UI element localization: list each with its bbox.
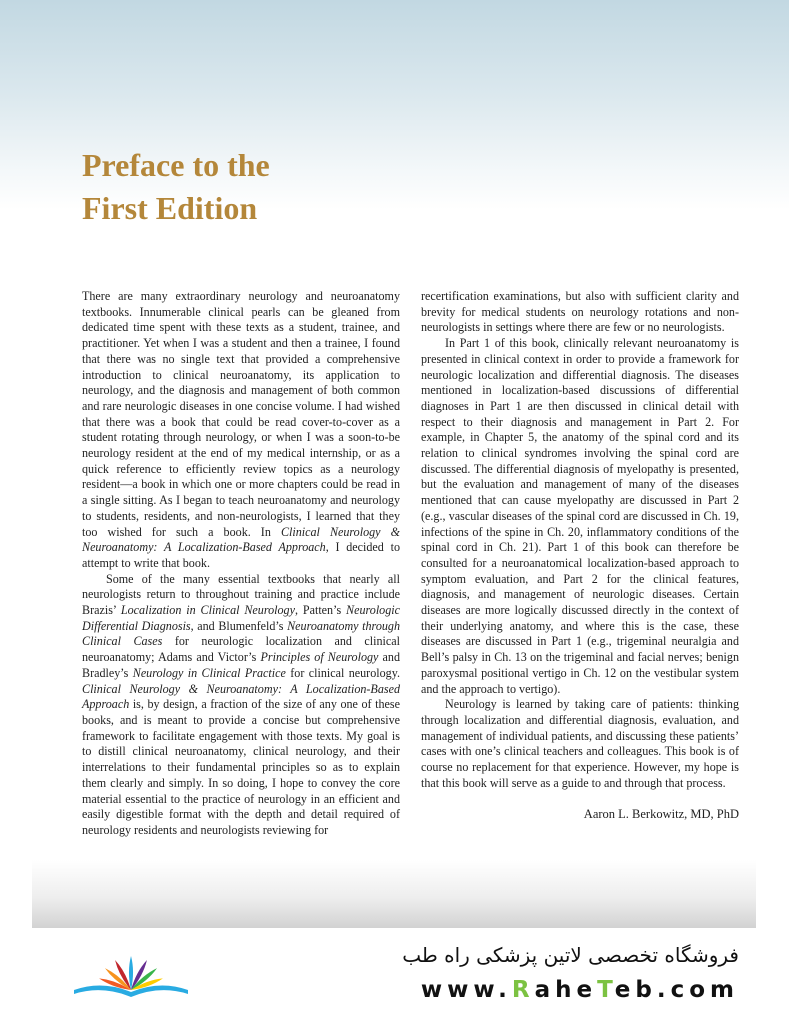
body-paragraph — [82, 572, 400, 839]
title-line-2: First Edition — [82, 190, 258, 226]
paragraph-text: , and Blumenfeld’s — [190, 618, 288, 633]
paragraph-text: In Part 1 of this book, clinically relevant neuroanatomy is presented in clinical context in order to provide a framework for neurologic localization and differential diagnosis. The diseases mentioned in localization-based discussions of differential diagnoses in Part 1 are then discussed in clinical detail with respect to their diagnosis and management in Part 2. For example, in Chapter 5, the anatomy of the spinal cord and its relation to clinical syndromes involving the spinal cord are discussed. The differential diagnosis of myelopathy is presented, but the evaluation and management of many of the diseases mentioned that can cause myelopathy are discussed in Part 2 (e.g., vascular diseases of the spinal cord are discussed in Ch. 19, infections of the spine in Ch. 20, inflammatory conditions of the spinal cord in Ch. 21). Part 1 of this book can therefore be consulted for a neuroanatomical localization-based approach to symptom evaluation, and Part 2 for the clinical features, diagnosis, and management of neurologic diseases. Certain diseases are more logically discussed directly in the context of their underlying anatomy, and where this is the case, these diseases are discussed in Part 1 (e.g., trigeminal neuralgia and Bell’s palsy in Ch. 13 on the trigeminal and facial nerves; benign paroxysmal positional vertigo in Ch. 12 on the vestibular system and the approach to vertigo). — [421, 336, 739, 696]
paragraph-text: Neurology is learned by taking care of patients: thinking through localization and differential diagnosis, evaluation, and management of individual patients, and discussing these patients’ cases with one’s clinical teachers and colleagues. This book is of course no replacement for that experience. However, my hope is that this book will serve as a guide to and through that process. — [421, 697, 739, 790]
watermark-footer — [0, 928, 789, 1010]
paragraph-text: is, by design, a fraction of the size of any one of these books, and is meant to provide a concise but comprehensive framework to facilitate engagement with those texts. My goal is to distill clinical neuroanatomy, clinical neurology, and their interrelations to their fundamental principles so as to explain them clearly and simply. In so doing, I hope to convey the core material essential to the practice of neurology in an efficient and easily digestible format with the depth and detail required of neurology residents and neurologists reviewing for — [82, 697, 400, 837]
body-paragraph — [421, 336, 739, 697]
page-bottom-shadow — [32, 860, 756, 928]
author-signature: Aaron L. Berkowitz, MD, PhD — [583, 807, 739, 821]
left-text-column — [82, 289, 400, 839]
book-title-italic: Neuroanatomy through Clinical Cases — [82, 618, 401, 649]
logo-petal — [129, 956, 133, 990]
body-paragraph — [82, 289, 400, 572]
book-title-italic: Neurology in Clinical Practice — [132, 665, 286, 680]
book-title-italic: Principles of Neurology — [260, 650, 379, 665]
paragraph-text: , I decided to attempt to write that book. — [82, 540, 400, 570]
open-book-logo-icon — [70, 940, 192, 1006]
page-title — [82, 144, 270, 230]
paragraph-text: for clinical neurology. — [285, 665, 400, 680]
paragraph-text: and Bradley’s — [82, 650, 400, 680]
body-paragraph — [421, 697, 739, 791]
paragraph-text: There are many extraordinary neurology and neuroanatomy textbooks. Innumerable clinical pearls can be gleaned from dedicated time spent with these texts as a student, trainee, and practitioner. Yet when I was a student and then a trainee, I found that there was no single text that provided a comprehensive introduction to clinical neuroanatomy, its application to neurology, and the diagnosis and management of both common and rare neurologic diseases in one concise volume. I had wished that there was a book that could be read cover-to-cover as a student rotating through neurology, or when I was a soon-to-be neurology resident at the end of my medical internship, or as a quick reference to efficiently review topics as a neurology resident—a book in which one or more chapters could be read in a single sitting. As I began to teach neuroanatomy and neurology to students, residents, and non-neurologists, I learned that they too wished for such a book. In — [82, 289, 400, 539]
book-title-italic: Localization in Clinical Neurology — [120, 603, 295, 618]
book-title-italic: Clinical Neurology & Neuroanatomy: A Localization-Based Approach — [82, 681, 400, 712]
book-title-italic: Neurologic Differential Diagnosis — [82, 603, 400, 633]
right-text-column — [421, 289, 739, 792]
paragraph-text: recertification examinations, but also with sufficient clarity and brevity for medical students on neurology rotations and non-neurologists in settings where there are few or no neurologists. — [421, 289, 739, 335]
body-paragraph — [421, 289, 739, 336]
website-url[interactable]: www.RaheTeb.com — [420, 977, 739, 1003]
paragraph-text: , Patten’s — [294, 603, 347, 618]
paragraph-text: Some of the many essential textbooks that nearly all neurologists return to throughout training and practice include Brazis’ — [82, 571, 400, 618]
shop-name: فروشگاه تخصصی لاتین پزشکی راه طب — [402, 943, 739, 967]
book-title-italic: Clinical Neurology & Neuroanatomy: A Localization-Based Approach — [82, 524, 401, 555]
title-line-1: Preface to the — [82, 147, 270, 183]
paragraph-text: for neurologic localization and clinical neuroanatomy; Adams and Victor’s — [82, 634, 400, 665]
